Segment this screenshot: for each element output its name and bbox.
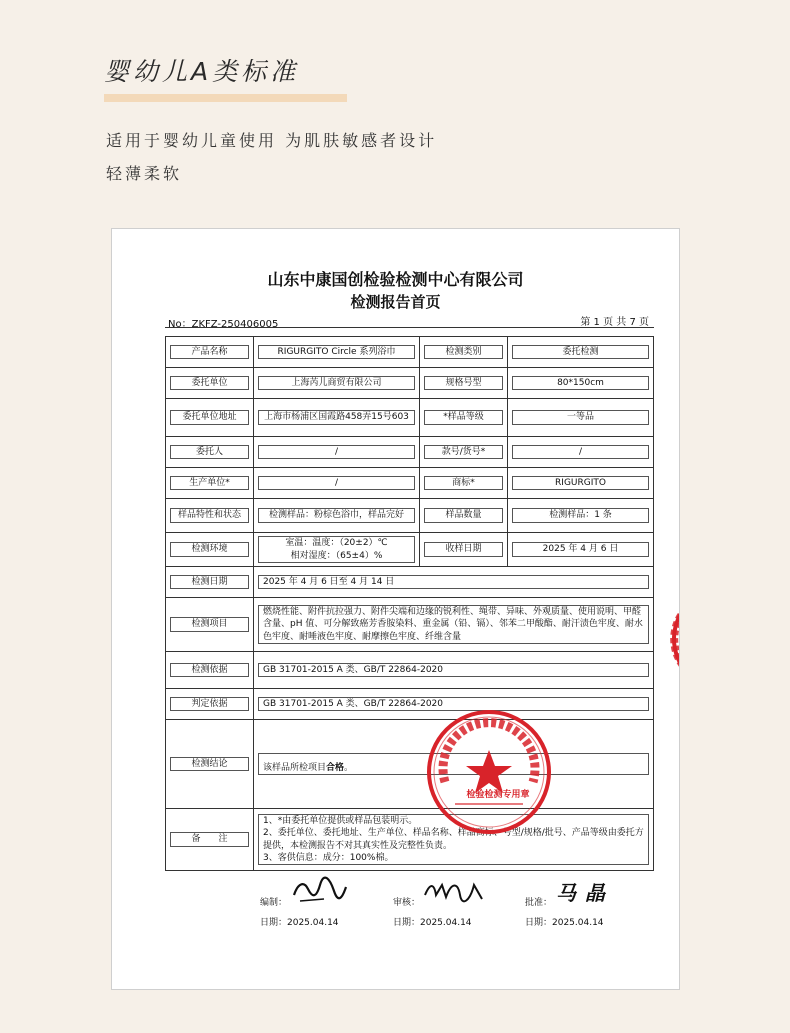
edge-seal-icon — [664, 579, 680, 699]
cell-label: 产品名称 — [170, 345, 249, 359]
report-page: 第 1 页 共 7 页 — [580, 317, 649, 328]
cell-label: 样品特性和状态 — [170, 508, 249, 522]
cell-value: 委托检测 — [512, 345, 649, 359]
table-row — [166, 468, 654, 499]
cell-value: RIGURGITO — [512, 476, 649, 490]
cell-label: 检测结论 — [170, 757, 249, 771]
editor-label: 编制： — [260, 898, 288, 908]
conclusion-result: 合格 — [326, 762, 345, 773]
divider — [165, 327, 654, 328]
cell-value: / — [258, 476, 415, 490]
inspection-seal-icon — [425, 708, 553, 836]
cell-value: 燃烧性能、附件抗拉强力、附件尖端和边缘的锐利性、绳带、异味、外观质量、使用说明、甲醛含量、pH 值、可分解致癌芳香胺染料、重金属（铅、镉）、邻苯二甲酸酯、耐汗渍色牢度、耐水色牢度、耐唾液色牢度、耐摩擦色牢度、纤维含量 — [258, 605, 649, 643]
table-row — [166, 337, 654, 368]
hero-accent-bar — [104, 94, 347, 102]
cell-value: RIGURGITO Circle 系列浴巾 — [258, 345, 415, 359]
cell-value: GB 31701-2015 A 类、GB/T 22864-2020 — [258, 663, 649, 677]
cell-value: 上海芮儿商贸有限公司 — [258, 376, 415, 390]
conclusion-text: 该样品所检项目 — [263, 762, 327, 773]
hero-title: 婴幼儿A类标准 — [104, 57, 300, 86]
table-row — [166, 689, 654, 720]
remark-1: 1、*由委托单位提供或样品包装明示。 — [263, 816, 418, 827]
table-row — [166, 809, 654, 871]
reviewer-label: 审核： — [393, 898, 421, 908]
report-org: 山东中康国创检验检测中心有限公司 — [267, 270, 524, 289]
cell-label: 委托单位地址 — [170, 410, 249, 424]
report-number: No：ZKFZ-250406005 — [168, 319, 279, 330]
cell-label: 备 注 — [170, 832, 249, 846]
cell-label: 规格号型 — [424, 376, 503, 390]
env-temperature: 室温：温度：（20±2）℃ — [285, 538, 388, 549]
reviewer-date: 日期：2025.04.14 — [393, 918, 472, 928]
cell-label: 检测依据 — [170, 663, 249, 677]
report-table — [165, 336, 654, 871]
cell-label: 检测类别 — [424, 345, 503, 359]
cell-label: 生产单位* — [170, 476, 249, 490]
report-subtitle: 检测报告首页 — [350, 293, 441, 311]
cell-label: 委托人 — [170, 445, 249, 459]
cell-label: 检测项目 — [170, 617, 249, 631]
cell-value — [258, 536, 415, 562]
conclusion-suffix: 。 — [344, 762, 354, 773]
cell-value: / — [258, 445, 415, 459]
table-row — [166, 437, 654, 468]
cell-label: 判定依据 — [170, 697, 249, 711]
cell-label: 收样日期 — [424, 542, 503, 556]
cell-value: 80*150cm — [512, 376, 649, 390]
approver-date: 日期：2025.04.14 — [525, 918, 604, 928]
cell-label: 委托单位 — [170, 376, 249, 390]
reviewer-signature-icon — [422, 877, 486, 905]
table-row — [166, 567, 654, 598]
table-row — [166, 399, 654, 437]
approver-label: 批准： — [525, 898, 553, 908]
editor-signature-icon — [290, 875, 350, 905]
table-row — [166, 533, 654, 567]
table-row — [166, 652, 654, 689]
cell-label: 商标* — [424, 476, 503, 490]
table-row — [166, 499, 654, 533]
hero-line-1: 适用于婴幼儿童使用 为肌肤敏感者设计 — [106, 131, 438, 150]
cell-value: GB 31701-2015 A 类、GB/T 22864-2020 — [258, 697, 649, 711]
seal-label: 检验检测专用章 — [466, 790, 530, 800]
cell-label: 款号/货号* — [424, 445, 503, 459]
cell-value: 检测样品：粉棕色浴巾，样品完好 — [258, 508, 415, 522]
remark-2: 2、委托单位、委托地址、生产单位、样品名称、样品商标、号型/规格/批号、产品等级由委托方提供，本检测报告不对其真实性及完整性负责。 — [263, 828, 644, 851]
cell-label: 检测环境 — [170, 542, 249, 556]
cell-value: 检测样品：1 条 — [512, 508, 649, 522]
approver-name: 马 晶 — [556, 881, 606, 905]
report-document — [111, 228, 680, 990]
editor-date: 日期：2025.04.14 — [260, 918, 339, 928]
cell-label: *样品等级 — [424, 410, 503, 424]
cell-value: 一等品 — [512, 410, 649, 424]
cell-label: 样品数量 — [424, 508, 503, 522]
cell-value: 2025 年 4 月 6 日至 4 月 14 日 — [258, 575, 649, 589]
cell-value: 上海市杨浦区国霞路458弄15号603 — [258, 410, 415, 424]
cell-value: 2025 年 4 月 6 日 — [512, 542, 649, 556]
hero-line-2: 轻薄柔软 — [106, 164, 183, 183]
table-row — [166, 720, 654, 809]
remark-3: 3、客供信息：成分：100%棉。 — [263, 852, 394, 863]
cell-value: / — [512, 445, 649, 459]
cell-label: 检测日期 — [170, 575, 249, 589]
table-row — [166, 598, 654, 652]
table-row — [166, 368, 654, 399]
env-humidity: 相对湿度：（65±4）% — [290, 550, 383, 561]
